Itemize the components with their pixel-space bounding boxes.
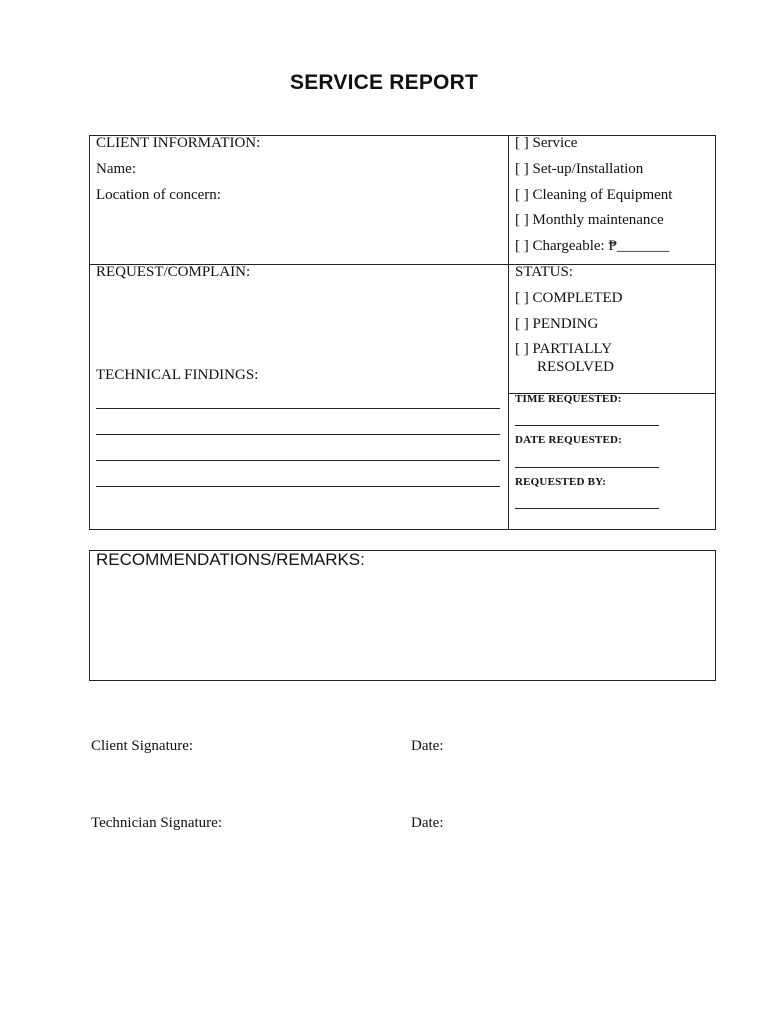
service-checkbox-service[interactable]: [ ] Service [515,135,578,151]
table-border-bottom [89,529,716,530]
status-partially-resolved-text: RESOLVED [537,359,614,375]
status-checkbox-completed[interactable]: [ ] COMPLETED [515,290,623,306]
technician-signature-label: Technician Signature: [91,815,222,831]
technical-findings-label: TECHNICAL FINDINGS: [96,367,259,383]
client-date-label: Date: [411,738,444,754]
date-requested-line[interactable] [515,467,659,468]
findings-line[interactable] [96,460,500,461]
request-complain-heading: REQUEST/COMPLAIN: [96,264,251,280]
location-of-concern-label: Location of concern: [96,187,221,203]
table-border-left [89,135,90,530]
status-checkbox-pending[interactable]: [ ] PENDING [515,316,599,332]
client-info-heading: CLIENT INFORMATION: [96,135,261,151]
status-heading: STATUS: [515,264,573,280]
findings-line[interactable] [96,486,500,487]
service-checkbox-chargeable[interactable]: [ ] Chargeable: ₱_______ [515,238,670,254]
status-checkbox-partially[interactable]: [ ] PARTIALLY [515,341,613,357]
requested-by-line[interactable] [515,508,659,509]
recommendations-heading: RECOMMENDATIONS/REMARKS: [96,550,365,569]
date-requested-label: DATE REQUESTED: [515,434,623,446]
client-name-label: Name: [96,161,136,177]
service-checkbox-cleaning[interactable]: [ ] Cleaning of Equipment [515,187,673,203]
table-column-divider [508,135,509,530]
page-title: SERVICE REPORT [290,71,478,94]
recommendations-box[interactable] [89,550,716,681]
service-checkbox-monthly[interactable]: [ ] Monthly maintenance [515,212,664,228]
findings-line[interactable] [96,434,500,435]
technician-date-label: Date: [411,815,444,831]
service-checkbox-setup[interactable]: [ ] Set-up/Installation [515,161,644,177]
client-signature-label: Client Signature: [91,738,194,754]
time-requested-line[interactable] [515,425,659,426]
findings-line[interactable] [96,408,500,409]
time-requested-label: TIME REQUESTED: [515,393,622,405]
requested-by-label: REQUESTED BY: [515,476,607,488]
table-border-right [715,135,716,530]
